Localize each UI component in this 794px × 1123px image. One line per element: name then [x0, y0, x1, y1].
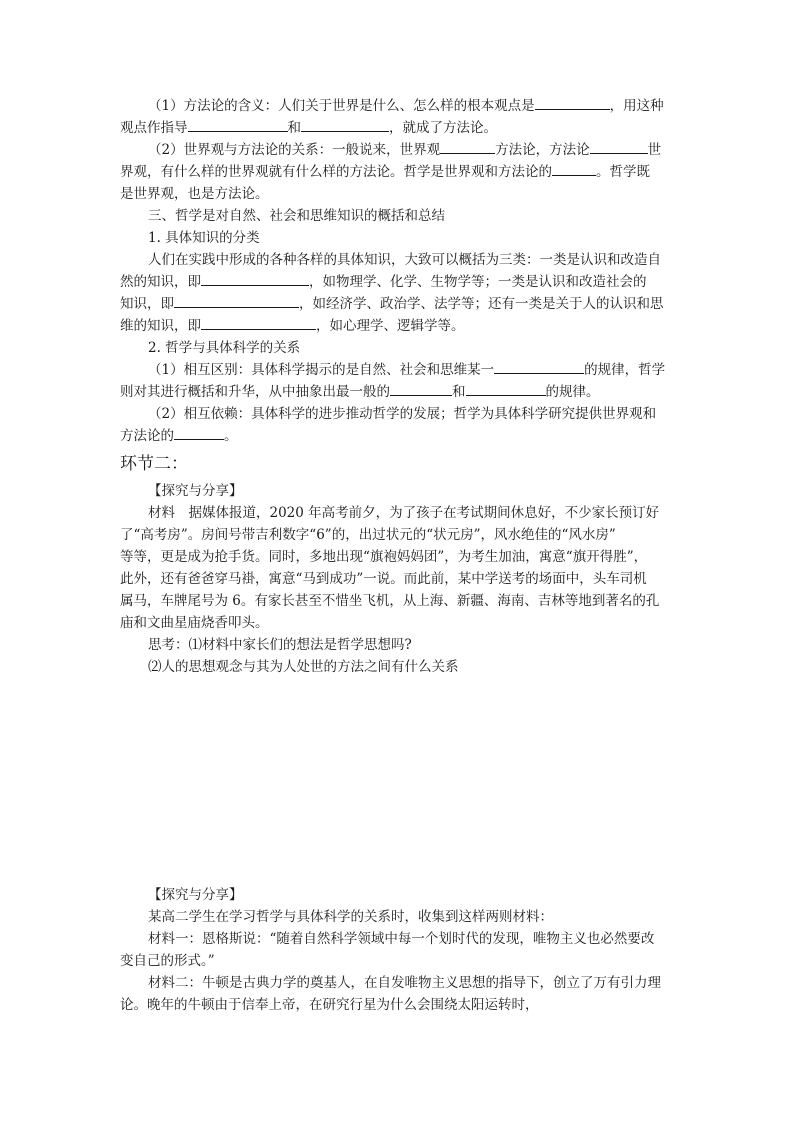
- fill-blank: [301, 118, 389, 132]
- text-line: 等等，更是成为抢手货。同时，多地出现“旗袍妈妈团”，为考生加油，寓意“旗开得胜”，: [120, 549, 648, 565]
- fill-blank: [174, 294, 299, 308]
- text-line: 了“高考房”。房间号带吉利数字“6”的，出过状元的“状元房”，风水绝佳的“风水房”: [120, 527, 616, 543]
- text-line: 属马，车牌尾号为 6。有家长甚至不惜坐飞机，从上海、新疆、海南、吉林等地到著名的孔: [120, 593, 660, 609]
- text-line: 材料一：恩格斯说：“随着自然科学领域中每一个划时代的发现，唯物主义也必然要改: [148, 931, 655, 947]
- text-line: 人们在实践中形成的各种各样的具体知识，大致可以概括为三类：一类是认识和改造自: [148, 252, 661, 268]
- subheading: 1. 具体知识的分类: [148, 230, 260, 246]
- text-line: （1）方法论的含义：人们关于世界是什么、怎么样的根本观点是 ，用这种: [148, 98, 664, 114]
- question: ⑵人的思想观念与其为人处世的方法之间有什么关系: [148, 659, 459, 675]
- text-line: （1）相互区别：具体科学揭示的是自然、社会和思维某一 的规律，哲学: [148, 362, 666, 378]
- explore-heading: 【探究与分享】: [148, 887, 243, 903]
- segment-heading: 环节二：: [120, 454, 188, 474]
- text-line: 庙和文曲星庙烧香叩头。: [120, 615, 269, 631]
- text-line: 然的知识，即 ，如物理学、化学、生物学等；一类是认识和改造社会的: [120, 274, 647, 290]
- text-line: 是世界观，也是方法论。: [120, 186, 269, 202]
- text-line: 界观，有什么样的世界观就有什么样的方法论。哲学是世界观和方法论的 。哲学既: [120, 164, 650, 180]
- section-heading: 三、哲学是对自然、社会和思维知识的概括和总结: [148, 208, 445, 224]
- fill-blank: [494, 360, 584, 374]
- text-line: （2）相互依赖：具体科学的进步推动哲学的发展；哲学为具体科学研究提供世界观和: [148, 406, 657, 422]
- text-line: 观点作指导 和 ，就成了方法论。: [120, 120, 497, 136]
- text-line: 某高二学生在学习哲学与具体科学的关系时，收集到这样两则材料：: [148, 909, 553, 925]
- fill-blank: [440, 140, 495, 154]
- text-line: 知识，即 ，如经济学、政治学、法学等；还有一类是关于人的认识和思: [120, 296, 664, 312]
- text-line: 此外，还有爸爸穿马褂，寓意“马到成功”一说。而此前，某中学送考的场面中，头车司机: [120, 571, 647, 587]
- text-line: 论。晚年的牛顿由于信奉上帝，在研究行星为什么会围绕太阳运转时，: [120, 997, 539, 1013]
- text-line: 材料二：牛顿是古典力学的奠基人，在自发唯物主义思想的指导下，创立了万有引力理: [148, 975, 661, 991]
- fill-blank: [390, 382, 452, 396]
- fill-blank: [590, 140, 648, 154]
- text-line: 变自己的形式。”: [120, 953, 215, 969]
- text-line: （2）世界观与方法论的关系：一般说来，世界观 方法论，方法论 世: [148, 142, 662, 158]
- fill-blank: [201, 272, 309, 286]
- fill-blank: [201, 316, 316, 330]
- fill-blank: [552, 162, 596, 176]
- subheading: 2. 哲学与具体科学的关系: [148, 340, 301, 356]
- fill-blank: [466, 382, 546, 396]
- fill-blank: [188, 118, 288, 132]
- explore-heading: 【探究与分享】: [148, 483, 243, 499]
- fill-blank: [535, 96, 610, 110]
- text-line: 方法论的 。: [120, 428, 238, 444]
- fill-blank: [174, 426, 224, 440]
- text-line: 则对其进行概括和升华，从中抽象出最一般的 和 的规律。: [120, 384, 600, 400]
- text-line: 维的知识，即 ，如心理学、逻辑学等。: [120, 318, 465, 334]
- text-line: 材料 据媒体报道，2020 年高考前夕，为了孩子在考试期间休息好，不少家长预订好: [148, 505, 660, 521]
- question: 思考：⑴材料中家长们的想法是哲学思想吗?: [148, 637, 412, 653]
